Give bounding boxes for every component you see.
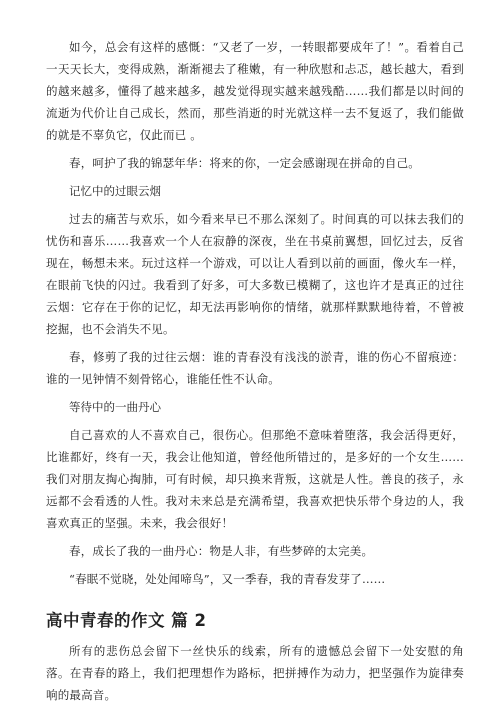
essay-heading-2: 高中青春的作文 篇 2 [46,611,207,630]
intro-paragraph: 如今，总会有这样的感慨：“又老了一岁，一转眼都要成年了！”。看着自己一天天长大，变得成熟，渐渐褪去了稚嫩，有一种欣慰和忐忑，越长越大，看到的越来越多，懂得了越来越多，越发觉得现实越来越残酷……我们都是以时间的流逝为代价让自己成长，然而，那些消逝的时光就这样一去不复返了，我们能做的就是不辜负它，仅此而已 。 [46,40,464,142]
poem-paragraph: “春眠不觉晓，处处闻啼鸟”，又一季春，我的青春发芽了…… [69,572,386,586]
memory-spring-paragraph: 春，修剪了我的过往云烟：谁的青春没有浅浅的淤青，谁的伤心不留痕迹：谁的一见钟情不刻骨铭心，谁能任性不认命。 [46,350,464,386]
essay2-paragraph: 所有的悲伤总会留下一丝快乐的线索，所有的遗憾总会留下一处安慰的角落。在青春的路上，我们把理想作为路标，把拼搏作为动力，把坚强作为旋律奏响的最高音。 [46,644,464,702]
section-title-memory: 记忆中的过眼云烟 [69,184,161,198]
document-page [46,36,464,712]
waiting-paragraph: 自己喜欢的人不喜欢自己，很伤心。但那绝不意味着堕落，我会活得更好，比谁都好，终有一天，我会让他知道，曾经他所错过的，是多好的一个女生……我们对朋友掏心掏肺，可有时候，却只换来背叛，这就是人性。善良的孩子，永远都不会看透的人性。我对未来总是充满希望，我喜欢把快乐带个身边的人，我喜欢真正的坚强。未来，我会很好！ [46,428,464,530]
memory-paragraph: 过去的痛苦与欢乐，如今看来早已不那么深刻了。时间真的可以抹去我们的忧伤和喜乐……我喜欢一个人在寂静的深夜，坐在书桌前翼想，回忆过去，反省现在，畅想未来。玩过这样一个游戏，可以让人看到以前的画面，像火车一样，在眼前飞快的闪过。我看到了好多，可大多数已模糊了，这也许才是真正的过往云烟：它存在于你的记忆，却无法再影响你的情绪，就那样默默地待着，不曾被挖掘，也不会消失不见。 [46,212,464,336]
section-title-waiting: 等待中的一曲丹心 [69,400,161,414]
waiting-spring-paragraph: 春，成长了我的一曲丹心：物是人非，有些梦碎的太完美。 [69,544,374,558]
spring-paragraph: 春，呵护了我的锦瑟年华：将来的你，一定会感谢现在拼命的自己。 [69,156,420,170]
